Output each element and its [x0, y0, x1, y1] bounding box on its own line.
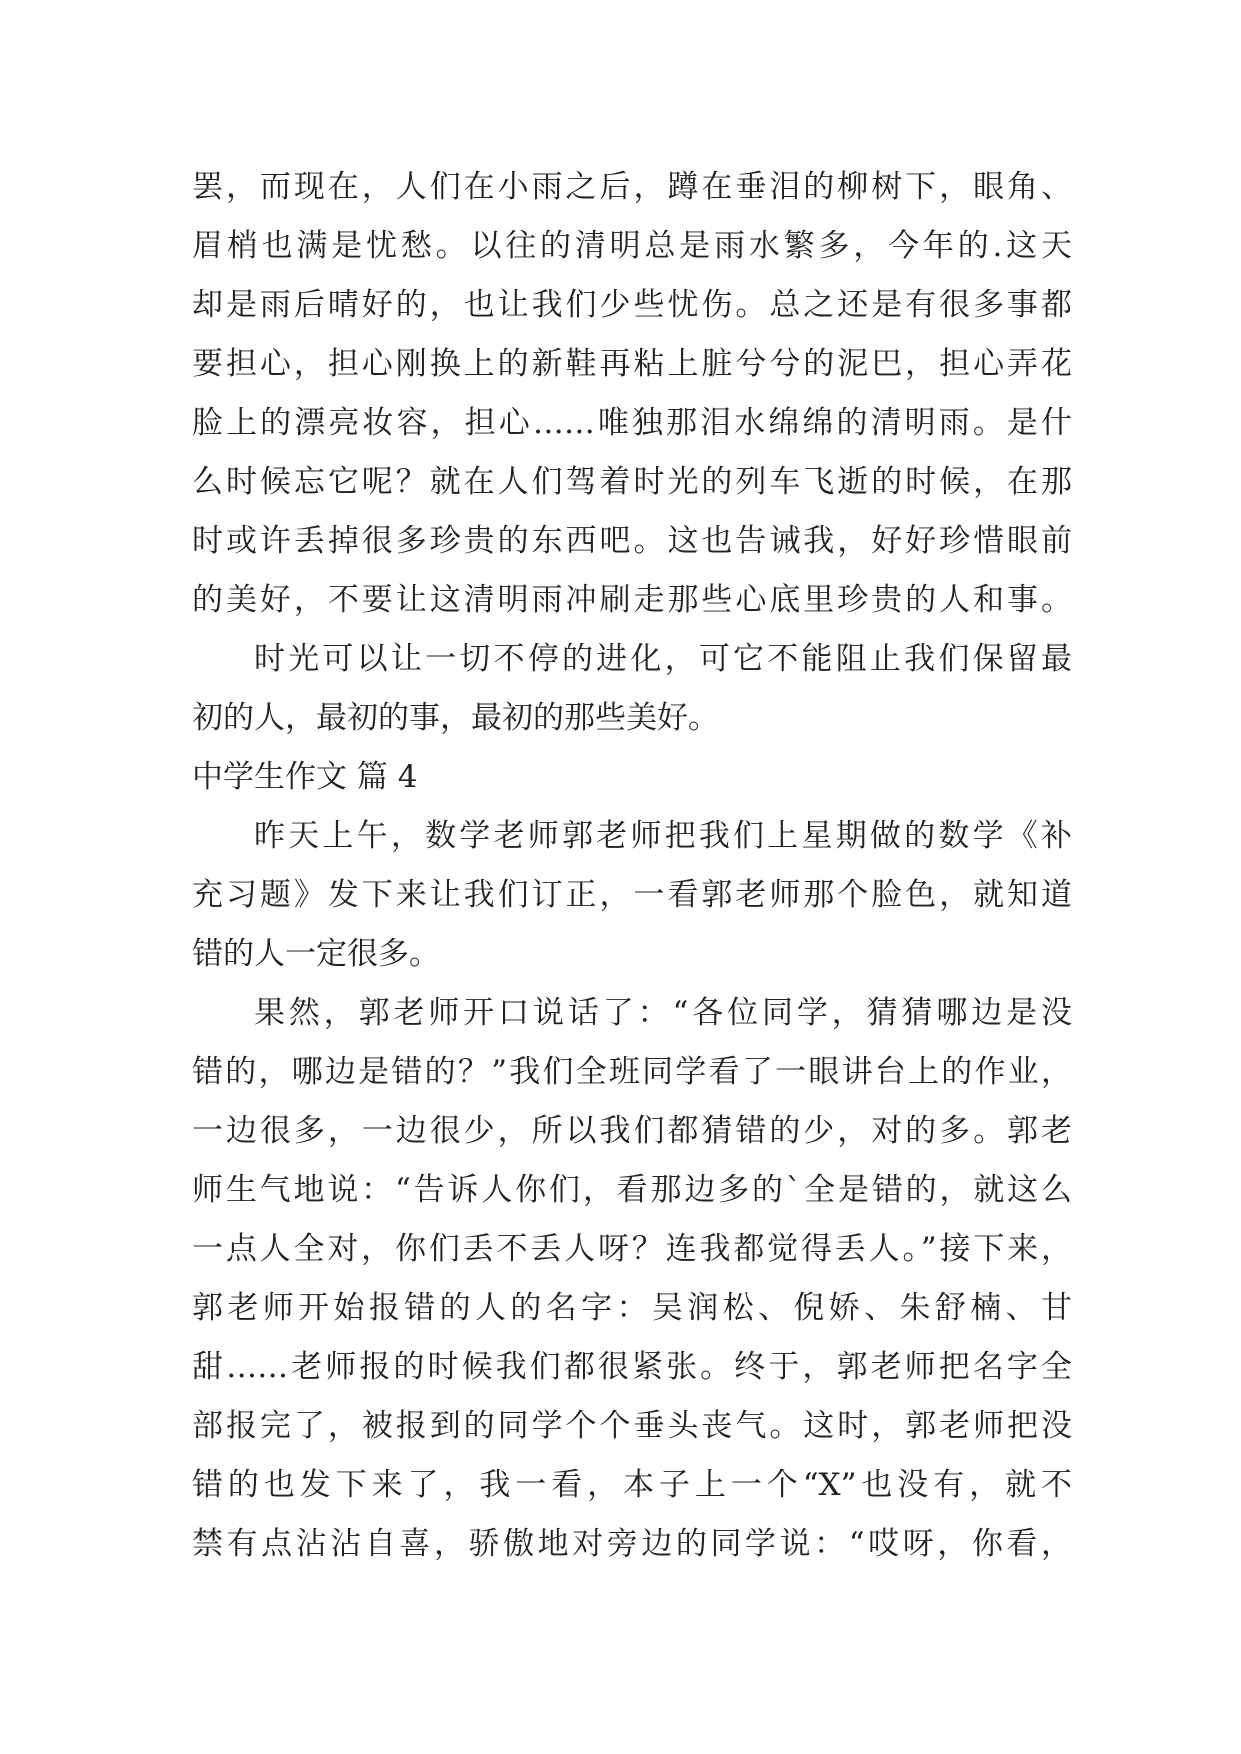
- text-line: 郭老师开始报错的人的名字：吴润松、倪娇、朱舒楠、甘: [192, 1290, 1072, 1326]
- document-body: [192, 158, 1072, 1574]
- text-line: 错的，哪边是错的？”我们全班同学看了一眼讲台上的作业，: [192, 1054, 1072, 1090]
- text-line: 脸上的漂亮妆容，担心……唯独那泪水绵绵的清明雨。是什: [192, 405, 1072, 441]
- text-line: 错的人一定很多。: [192, 936, 440, 972]
- text-line: 一点人全对，你们丢不丢人呀？连我都觉得丢人。”接下来，: [192, 1231, 1072, 1267]
- text-line: 错的也发下来了，我一看，本子上一个“X”也没有，就不: [192, 1467, 1072, 1503]
- text-line: 眉梢也满是忧愁。以往的清明总是雨水繁多，今年的.这天: [192, 228, 1072, 264]
- text-line: 部报完了，被报到的同学个个垂头丧气。这时，郭老师把没: [192, 1408, 1072, 1444]
- text-line: 一边很多，一边很少，所以我们都猜错的少，对的多。郭老: [192, 1113, 1072, 1149]
- text-line: 初的人，最初的事，最初的那些美好。: [192, 700, 719, 736]
- text-line: 充习题》发下来让我们订正，一看郭老师那个脸色，就知道: [192, 877, 1072, 913]
- text-line: 却是雨后晴好的，也让我们少些忧伤。总之还是有很多事都: [192, 287, 1072, 323]
- text-line: 么时候忘它呢？就在人们驾着时光的列车飞逝的时候，在那: [192, 464, 1072, 500]
- text-line: 的美好，不要让这清明雨冲刷走那些心底里珍贵的人和事。: [192, 582, 1072, 618]
- text-line: 禁有点沾沾自喜，骄傲地对旁边的同学说：“哎呀，你看，: [192, 1526, 1072, 1562]
- text-line: 要担心，担心刚换上的新鞋再粘上脏兮兮的泥巴，担心弄花: [192, 346, 1072, 382]
- text-line: 时光可以让一切不停的进化，可它不能阻止我们保留最: [254, 641, 1072, 677]
- text-line: 昨天上午，数学老师郭老师把我们上星期做的数学《补: [254, 818, 1072, 854]
- text-line: 罢，而现在，人们在小雨之后，蹲在垂泪的柳树下，眼角、: [192, 169, 1072, 205]
- section-heading: 中学生作文 篇 4: [192, 759, 418, 795]
- text-line: 时或许丢掉很多珍贵的东西吧。这也告诫我，好好珍惜眼前: [192, 523, 1072, 559]
- text-line: 甜……老师报的时候我们都很紧张。终于，郭老师把名字全: [192, 1349, 1072, 1385]
- text-line: 果然，郭老师开口说话了：“各位同学，猜猜哪边是没: [254, 995, 1072, 1031]
- text-line: 师生气地说：“告诉人你们，看那边多的`全是错的，就这么: [192, 1172, 1072, 1208]
